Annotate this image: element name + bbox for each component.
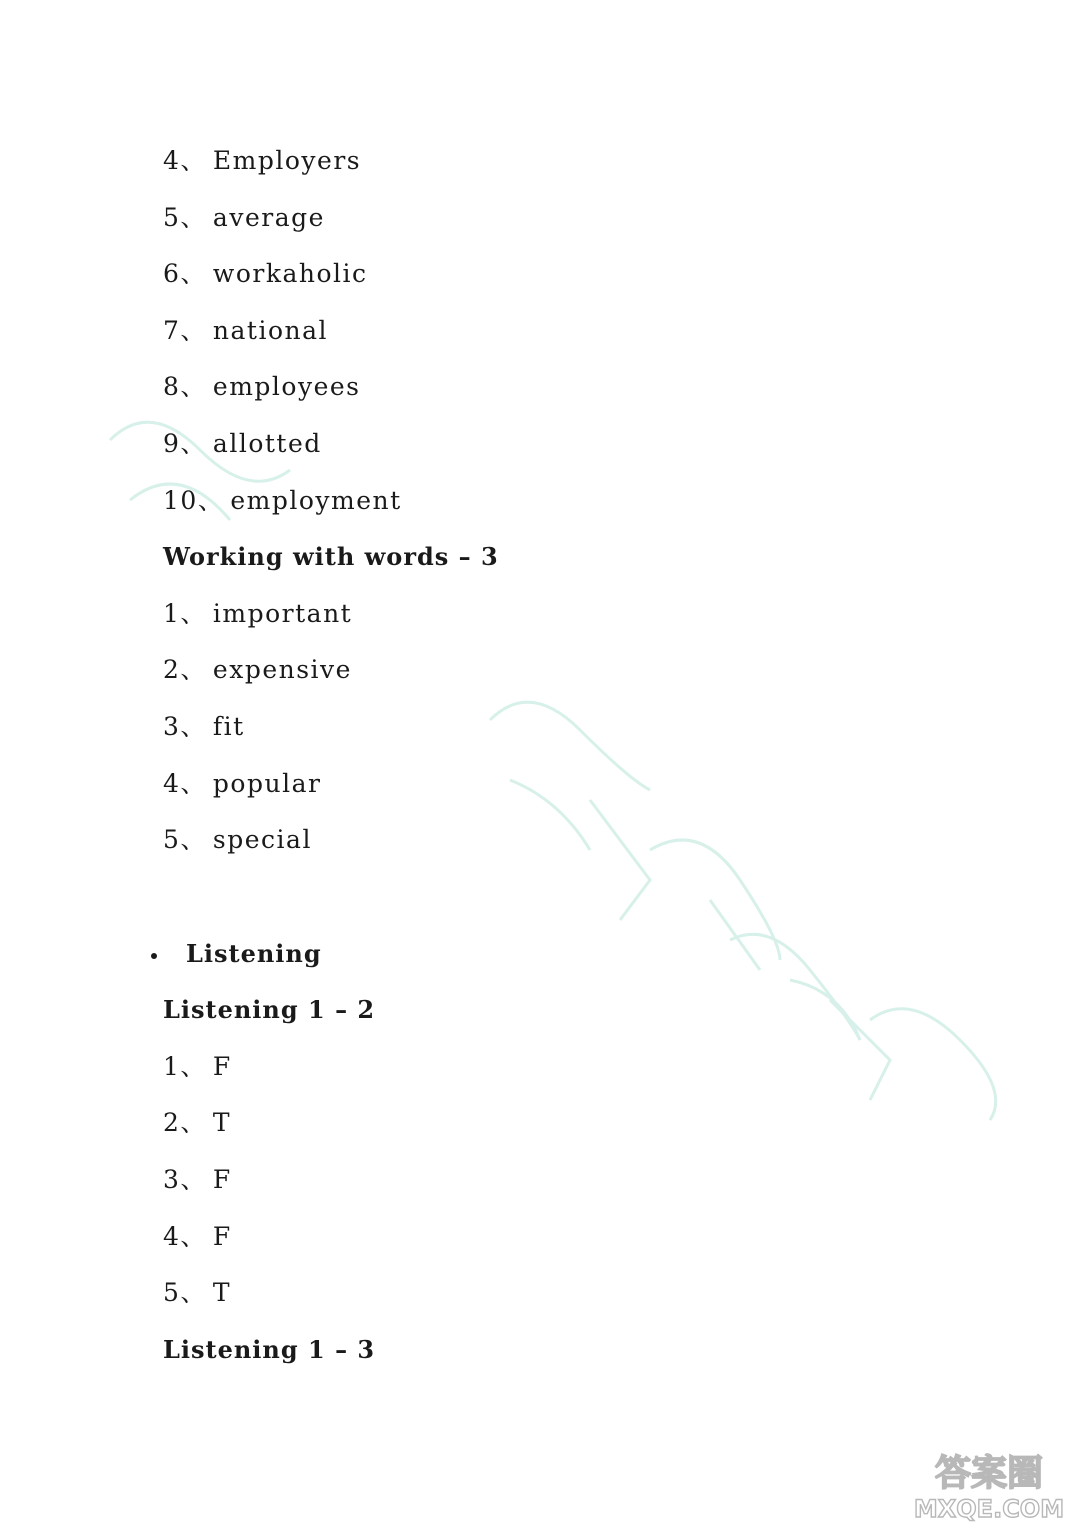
list-item: 9、 allotted bbox=[163, 429, 322, 458]
list-item: 4、 F bbox=[163, 1222, 232, 1251]
list-item: 3、 fit bbox=[163, 712, 245, 741]
list-item: 4、 popular bbox=[163, 769, 322, 798]
list-item: 5、 average bbox=[163, 203, 325, 232]
section-heading-listening: Listening bbox=[186, 939, 322, 968]
list-item: 3、 F bbox=[163, 1165, 232, 1194]
list-item: 2、 T bbox=[163, 1108, 232, 1137]
list-item: 1、 important bbox=[163, 599, 353, 628]
list-item: 6、 workaholic bbox=[163, 259, 368, 288]
section-heading-listening-1-2: Listening 1 – 2 bbox=[163, 995, 376, 1024]
list-item: 2、 expensive bbox=[163, 655, 352, 684]
logo-line1: 答案圈 bbox=[934, 1453, 1044, 1494]
list-item: 5、 special bbox=[163, 825, 312, 854]
list-item: 5、 T bbox=[163, 1278, 232, 1307]
bullet-dot bbox=[151, 953, 157, 959]
list-item: 10、 employment bbox=[163, 486, 402, 515]
logo-line2: MXQE.COM bbox=[913, 1495, 1065, 1523]
section-heading-listening-1-3: Listening 1 – 3 bbox=[163, 1335, 376, 1364]
list-item: 4、 Employers bbox=[163, 146, 362, 175]
site-logo bbox=[904, 1443, 1074, 1523]
list-item: 7、 national bbox=[163, 316, 329, 345]
list-item: 1、 F bbox=[163, 1052, 232, 1081]
list-item: 8、 employees bbox=[163, 372, 361, 401]
section-heading-working-with-words: Working with words – 3 bbox=[163, 542, 499, 571]
